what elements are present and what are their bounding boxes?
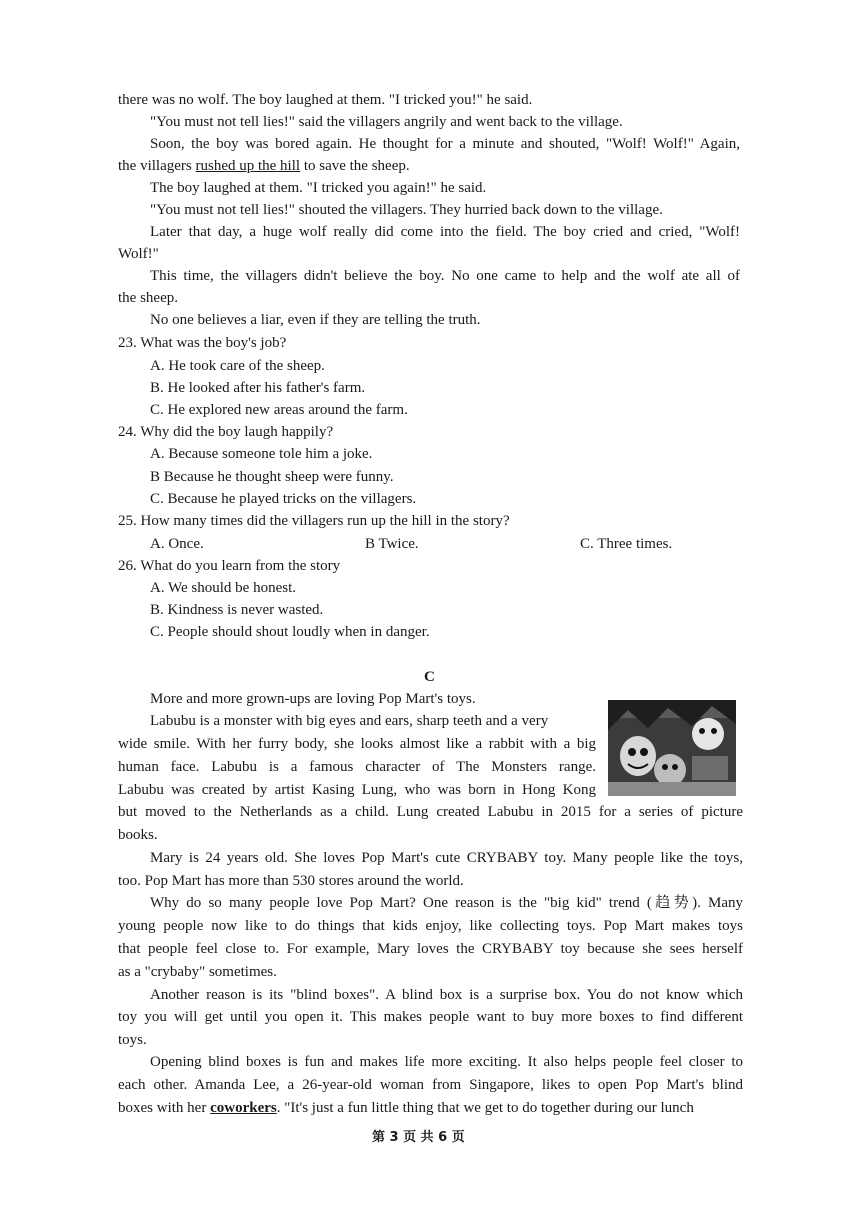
answer-option: B. He looked after his father's farm. (150, 380, 366, 396)
story-line: This time, the villagers didn't believe the boy. No one came to help and the wolf ate all of (150, 268, 740, 284)
labubu-toys-image (608, 700, 736, 796)
answer-option: A. Because someone tole him a joke. (150, 446, 373, 462)
underlined-word: coworkers (210, 1100, 277, 1116)
answer-option: A. Once. (150, 536, 204, 552)
labubu-photo (608, 700, 736, 796)
passage-line: human face. Labubu is a famous character of The Monsters range. (118, 759, 596, 775)
question-stem: 25. How many times did the villagers run up the hill in the story? (118, 513, 510, 529)
story-line: Soon, the boy was bored again. He thought for a minute and shouted, "Wolf! Wolf!" Again, (150, 136, 740, 152)
passage-line: Another reason is its "blind boxes". A blind box is a surprise box. You do not know which (150, 987, 743, 1003)
question-stem: 24. Why did the boy laugh happily? (118, 424, 334, 440)
passage-line: toy you will get until you open it. This makes people want to buy more boxes to find different (118, 1009, 743, 1025)
answer-option: A. He took care of the sheep. (150, 358, 325, 374)
passage-line: each other. Amanda Lee, a 26-year-old woman from Singapore, likes to open Pop Mart's blind (118, 1077, 743, 1093)
answer-option: B. Kindness is never wasted. (150, 602, 324, 618)
passage-line: Labubu was created by artist Kasing Lung, who was born in Hong Kong (118, 782, 596, 798)
story-line: the villagers rushed up the hill to save the sheep. (118, 158, 410, 174)
answer-option: C. People should shout loudly when in danger. (150, 624, 430, 640)
passage-line: Opening blind boxes is fun and makes life more exciting. It also helps people feel closer to (150, 1054, 743, 1070)
story-line: Wolf!" (118, 246, 159, 262)
story-line: "You must not tell lies!" shouted the villagers. They hurried back down to the village. (150, 202, 663, 218)
passage-line: that people feel close to. For example, Mary loves the CRYBABY toy because she sees herself (118, 941, 743, 957)
answer-option: C. Because he played tricks on the villagers. (150, 491, 417, 507)
story-line: Later that day, a huge wolf really did come into the field. The boy cried and cried, "Wolf! (150, 224, 740, 240)
passage-line: Mary is 24 years old. She loves Pop Mart's cute CRYBABY toy. Many people like the toys, (150, 850, 743, 866)
section-heading: C (424, 669, 435, 685)
story-line: No one believes a liar, even if they are telling the truth. (150, 312, 481, 328)
story-line: "You must not tell lies!" said the villagers angrily and went back to the village. (150, 114, 623, 130)
passage-line: boxes with her coworkers. "It's just a fun little thing that we get to do together during our lunch (118, 1100, 694, 1116)
passage-line: Why do so many people love Pop Mart? One reason is the "big kid" trend (趋势). Many (150, 895, 743, 911)
underlined-phrase: rushed up the hill (195, 158, 301, 174)
question-stem: 23. What was the boy's job? (118, 335, 287, 351)
passage-line: More and more grown-ups are loving Pop Mart's toys. (150, 691, 476, 707)
answer-option: C. He explored new areas around the farm. (150, 402, 408, 418)
passage-line: young people now like to do things that kids enjoy, like collecting toys. Pop Mart makes toys (118, 918, 743, 934)
answer-option: B Twice. (365, 536, 419, 552)
story-line: there was no wolf. The boy laughed at them. "I tricked you!" he said. (118, 92, 533, 108)
passage-line: toys. (118, 1032, 147, 1048)
passage-line: but moved to the Netherlands as a child. Lung created Labubu in 2015 for a series of picture (118, 804, 743, 820)
question-stem: 26. What do you learn from the story (118, 558, 341, 574)
passage-line: Labubu is a monster with big eyes and ears, sharp teeth and a very (150, 713, 549, 729)
passage-line: books. (118, 827, 158, 843)
page-number: 第 3 页 共 6 页 (372, 1130, 465, 1145)
story-line: The boy laughed at them. "I tricked you again!" he said. (150, 180, 487, 196)
passage-line: wide smile. With her furry body, she looks almost like a rabbit with a big (118, 736, 596, 752)
story-line: the sheep. (118, 290, 178, 306)
passage-line: too. Pop Mart has more than 530 stores around the world. (118, 873, 464, 889)
answer-option: B Because he thought sheep were funny. (150, 469, 394, 485)
answer-option: C. Three times. (580, 536, 673, 552)
answer-option: A. We should be honest. (150, 580, 297, 596)
passage-line: as a "crybaby" sometimes. (118, 964, 277, 980)
